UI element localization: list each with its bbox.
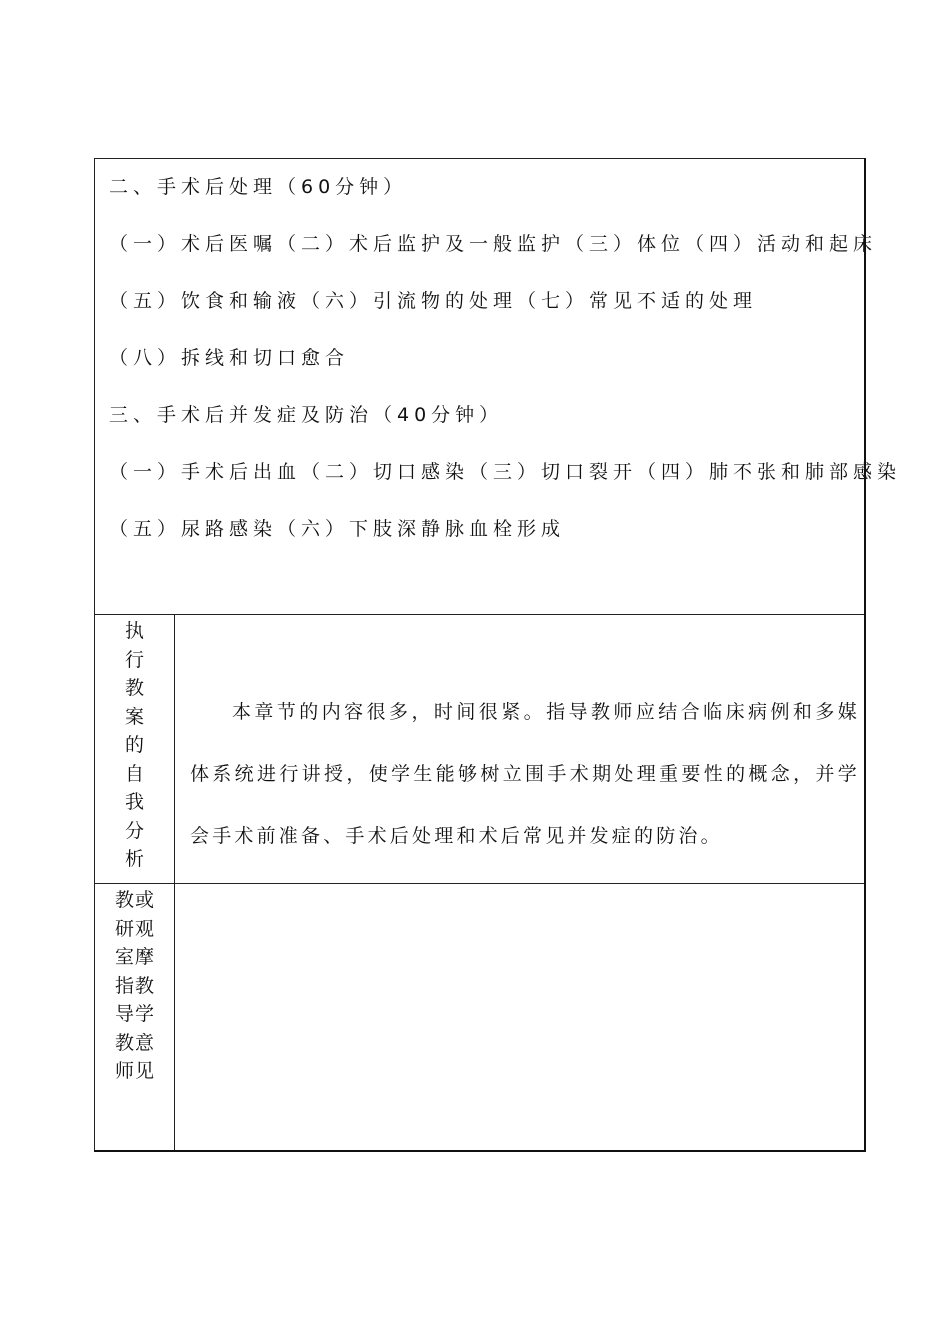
- outline-line: （五）尿路感染（六）下肢深静脉血栓形成: [109, 518, 566, 540]
- label-char: 研: [114, 917, 134, 940]
- self-analysis-content-cell: [175, 615, 865, 884]
- label-char: 分: [124, 819, 144, 842]
- self-analysis-text: 本章节的内容很多，时间很紧。指导教师应结合临床病例和多媒体系统进行讲授，使学生能够树立围手术期处理重要性的概念，并学会手术前准备、手术后处理和术后常见并发症的防治。: [190, 701, 860, 847]
- label-char: 指: [114, 974, 134, 997]
- label-char: 学: [134, 1003, 154, 1025]
- label-char: 摩: [134, 946, 154, 968]
- outline-line: 三、手术后并发症及防治（40分钟）: [109, 404, 504, 426]
- self-analysis-label: [95, 615, 174, 874]
- label-char: 师: [114, 1060, 134, 1082]
- label-char: 教: [134, 974, 154, 997]
- outline-line: 二、手术后处理（60分钟）: [109, 176, 408, 198]
- opinion-label: [95, 884, 174, 1086]
- opinion-label-right-column: [135, 886, 155, 1086]
- opinion-label-left-column: [115, 886, 135, 1086]
- self-analysis-row: [95, 615, 865, 884]
- label-char: 执: [124, 620, 144, 642]
- label-char: 导: [114, 1003, 134, 1025]
- outline-line: （八）拆线和切口愈合: [109, 347, 350, 369]
- label-char: 见: [134, 1060, 154, 1082]
- label-char: 或: [134, 889, 154, 911]
- outline-row: [95, 159, 865, 615]
- lesson-plan-table: [94, 158, 902, 1152]
- label-char: 意: [134, 1031, 154, 1054]
- label-char: 室: [114, 946, 134, 968]
- outline-line: （一）术后医嘱（二）术后监护及一般监护（三）体位（四）活动和起床: [109, 233, 878, 255]
- label-char: 案: [124, 705, 144, 728]
- opinion-label-cell: [95, 884, 175, 1152]
- label-char: 的: [124, 734, 144, 756]
- label-char: 教: [114, 1031, 134, 1054]
- label-char: 自: [124, 762, 144, 785]
- label-char: 观: [134, 917, 154, 940]
- label-char: 我: [124, 791, 144, 813]
- self-analysis-label-cell: [95, 615, 175, 884]
- label-char: 析: [124, 848, 144, 870]
- outline-line: （一）手术后出血（二）切口感染（三）切口裂开（四）肺不张和肺部感染: [109, 461, 902, 483]
- outline-line: （五）饮食和输液（六）引流物的处理（七）常见不适的处理: [109, 290, 758, 312]
- label-char: 行: [124, 648, 144, 671]
- label-char: 教: [124, 677, 144, 699]
- opinion-row: [95, 884, 865, 1152]
- opinion-content-cell: [175, 884, 865, 1152]
- outline-cell: [95, 159, 902, 615]
- label-char: 教: [114, 889, 134, 911]
